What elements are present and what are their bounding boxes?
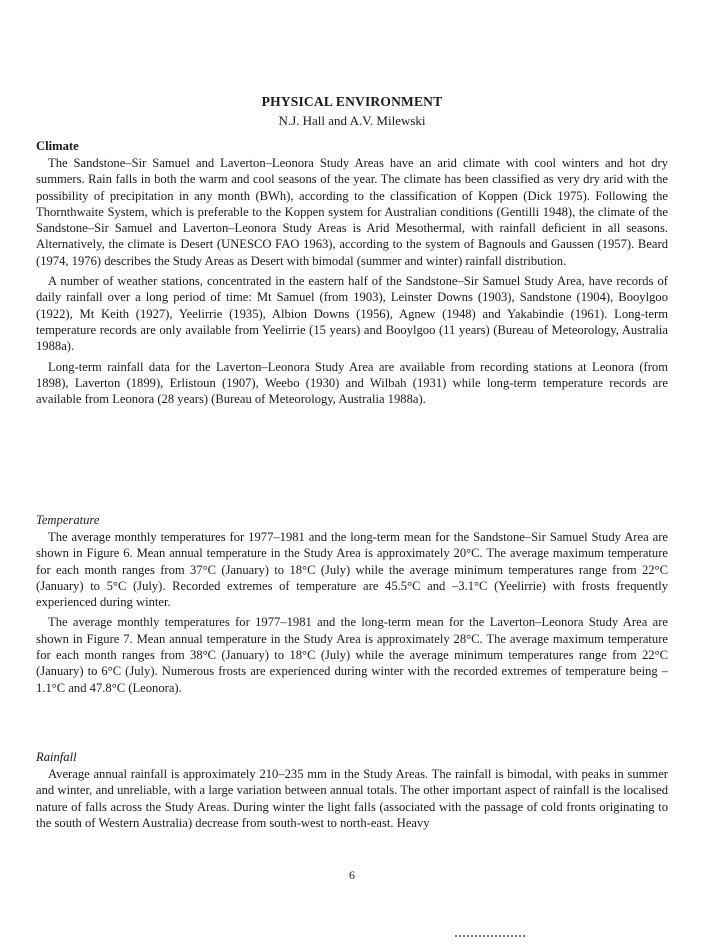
page-title: PHYSICAL ENVIRONMENT	[261, 94, 443, 109]
authors: N.J. Hall and A.V. Milewski	[278, 113, 426, 128]
climate-section	[36, 137, 668, 407]
scan-mark	[455, 935, 525, 940]
climate-paragraph-3: Long-term rainfall data for the Laverton–Leonora Study Area are available from recording stations at Leonora (from 1898), Laverton (1899), Erlistoun (1907), Weebo (1930) and Wilbah (1931) while long-term temperature records are available from Leonora (28 years) (Bureau of Meteorology, Australia 1988a).	[36, 359, 668, 407]
climate-paragraph-1: The Sandstone–Sir Samuel and Laverton–Leonora Study Areas have an arid climate with cool winters and hot dry summers. Rain falls in both the warm and cool seasons of the year. The climate has been classified as very dry arid with the possibility of precipitation in any month (BWh), according to the classification of Koppen (Dick 1975). Following the Thornthwaite System, which is preferable to the Koppen system for Australian conditions (Gentilli 1948), the climate of the Sandstone–Sir Samuel and Laverton–Leonora Study Areas is Arid Mesothermal, with rainfall deficient in all seasons. Alternatively, the climate is Desert (UNESCO FAO 1963), according to the system of Bagnouls and Gaussen (1957). Beard (1974, 1976) describes the Study Areas as Desert with bimodal (summer and winter) rainfall distribution.	[36, 156, 668, 268]
temperature-heading: Temperature	[36, 513, 100, 527]
page-number: 6	[349, 868, 355, 882]
rainfall-heading: Rainfall	[36, 750, 77, 764]
climate-heading: Climate	[36, 139, 79, 153]
rainfall-section	[36, 748, 668, 831]
temperature-paragraph-1: The average monthly temperatures for 1977–1981 and the long-term mean for the Sandstone–Sir Samuel Study Area are shown in Figure 6. Mean annual temperature in the Study Area is approximately 20°C. The average maximum temperature for each month ranges from 37°C (January) to 18°C (July) while the average minimum temperatures range from 22°C (January) to 5°C (July). Recorded extremes of temperature are 45.5°C and –3.1°C (Yeelirrie) with frosts frequently experienced during winter.	[36, 530, 668, 610]
climate-paragraph-2: A number of weather stations, concentrated in the eastern half of the Sandstone–Sir Samuel Study Area, have records of daily rainfall over a long period of time: Mt Samuel (from 1903), Leinster Downs (1903), Sandstone (1904), Booylgoo (1922), Mt Keith (1927), Yeelirrie (1935), Albion Downs (1956), Agnew (1948) and Yakabindie (1961). Long-term temperature records are only available from Yeelirrie (15 years) and Booylgoo (11 years) (Bureau of Meteorology, Australia 1988a).	[36, 274, 668, 354]
rainfall-paragraph-1: Average annual rainfall is approximately 210–235 mm in the Study Areas. The rainfall is bimodal, with peaks in summer and winter, and unreliable, with a large variation between annual totals. The other important aspect of rainfall is the localised nature of falls across the Study Areas. During winter the light falls (associated with the passage of cold fronts originating to the south of Western Australia) decrease from south-west to north-east. Heavy	[36, 767, 668, 830]
temperature-section	[36, 511, 668, 696]
temperature-paragraph-2: The average monthly temperatures for 1977–1981 and the long-term mean for the Laverton–Leonora Study Area are shown in Figure 7. Mean annual temperature in the Study Area is approximately 28°C. The average maximum temperature for each month ranges from 38°C (January) to 18°C (July) while the average minimum temperatures range from 22°C (January) to 6°C (July). Numerous frosts are experienced during winter with the recorded extremes of temperature being –1.1°C and 47.8°C (Leonora).	[36, 615, 668, 695]
